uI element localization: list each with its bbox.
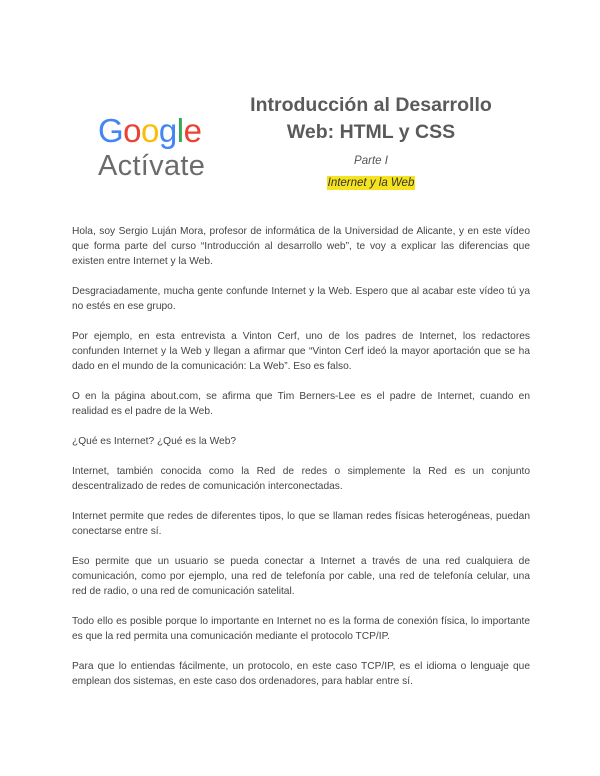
- logo-letter: G: [98, 112, 124, 149]
- document-title: [236, 92, 506, 146]
- paragraph: Para que lo entiendas fácilmente, un protocolo, en este caso TCP/IP, es el idioma o lenguaje que emplean dos sistemas, en este caso dos ordenadores, para hablar entre sí.: [72, 661, 530, 687]
- google-activate-logo: [98, 114, 218, 182]
- paragraph: Hola, soy Sergio Luján Mora, profesor de informática de la Universidad de Alicante, y en este vídeo que forma parte del curso “Introducción al desarrollo web”, te voy a explicar las diferencias que existen entre Internet y la Web.: [72, 226, 530, 267]
- paragraph: Internet permite que redes de diferentes tipos, lo que se llaman redes físicas heterogéneas, puedan conectarse entre sí.: [72, 511, 530, 537]
- document-header: [236, 92, 506, 191]
- paragraph: Internet, también conocida como la Red de redes o simplemente la Red es un conjunto descentralizado de redes de comunicación interconectadas.: [72, 466, 530, 492]
- paragraph: Eso permite que un usuario se pueda conectar a Internet a través de una red cualquiera de comunicación, como por ejemplo, una red de telefonía por cable, una red de telefonía celular, una red de radio, o una red de comunicación satelital.: [72, 556, 530, 597]
- paragraph: Desgraciadamente, mucha gente confunde Internet y la Web. Espero que al acabar este vídeo tú ya no estés en ese grupo.: [72, 286, 530, 312]
- logo-letter: o: [141, 112, 159, 149]
- paragraph: Todo ello es posible porque lo importante en Internet no es la forma de conexión física, lo importante es que la red permita una comunicación mediante el protocolo TCP/IP.: [72, 616, 530, 642]
- highlighted-subtitle: Internet y la Web: [327, 177, 415, 189]
- title-line-2: Web: HTML y CSS: [286, 121, 456, 143]
- paragraph: O en la página about.com, se afirma que Tim Berners-Lee es el padre de Internet, cuando en realidad es el padre de la Web.: [72, 391, 530, 417]
- title-line-1: Introducción al Desarrollo: [250, 94, 492, 116]
- logo-letter: o: [123, 112, 142, 149]
- paragraph: Por ejemplo, en esta entrevista a Vinton Cerf, uno de los padres de Internet, los redactores confunden Internet y la Web y llegan a afirmar que “Vinton Cerf ideó la mayor aportación que se ha dado en el mundo de la comunicación: La Web”. Eso es falso.: [72, 331, 530, 372]
- logo-letter: g: [158, 112, 177, 149]
- logo-letter: l: [176, 112, 184, 149]
- part-label: Parte I: [354, 155, 388, 167]
- paragraph: ¿Qué es Internet? ¿Qué es la Web?: [72, 436, 237, 447]
- logo-tagline: Actívate: [98, 150, 206, 182]
- document-body: [72, 224, 530, 704]
- logo-letter: e: [183, 112, 202, 149]
- google-wordmark: [98, 114, 218, 148]
